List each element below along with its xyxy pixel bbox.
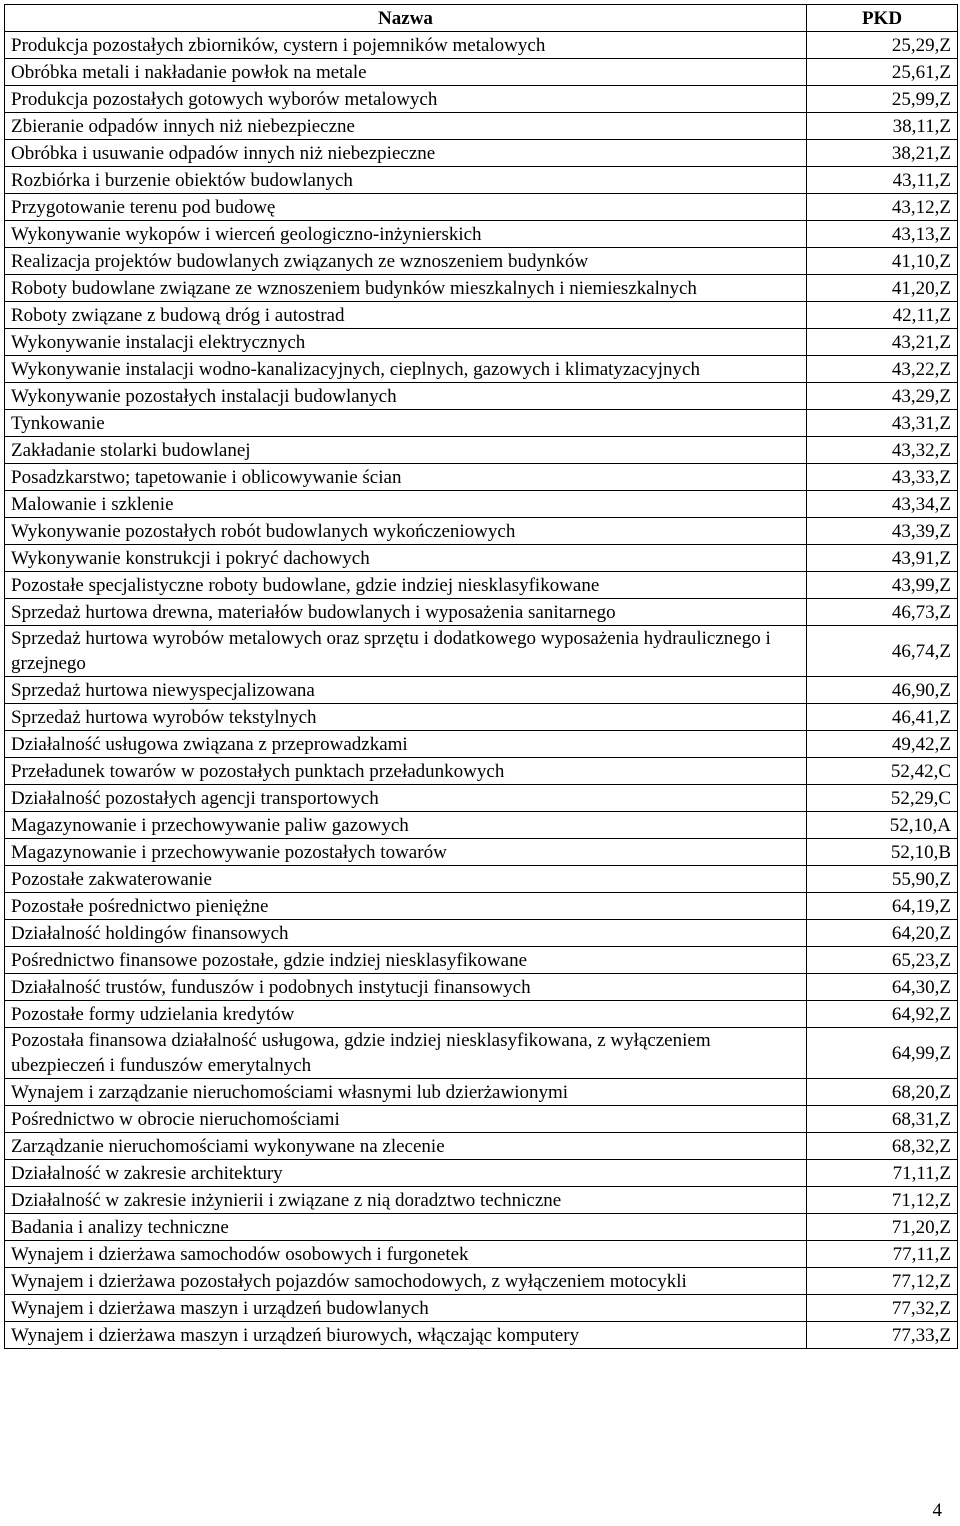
table-row xyxy=(5,1295,958,1322)
table-row xyxy=(5,437,958,464)
table-row xyxy=(5,248,958,275)
pkd-code-cell: 46,41,Z xyxy=(807,704,958,731)
pkd-code-cell: 46,74,Z xyxy=(807,626,958,677)
pkd-code-cell: 77,12,Z xyxy=(807,1268,958,1295)
pkd-code-cell: 68,31,Z xyxy=(807,1106,958,1133)
table-row xyxy=(5,731,958,758)
pkd-code-cell: 43,33,Z xyxy=(807,464,958,491)
activity-name-cell: Pozostałe formy udzielania kredytów xyxy=(5,1001,807,1028)
activity-name-cell: Sprzedaż hurtowa wyrobów tekstylnych xyxy=(5,704,807,731)
pkd-code-cell: 42,11,Z xyxy=(807,302,958,329)
table-row xyxy=(5,1214,958,1241)
activity-name-cell: Wynajem i zarządzanie nieruchomościami własnymi lub dzierżawionymi xyxy=(5,1079,807,1106)
pkd-table xyxy=(4,4,958,1349)
activity-name-cell: Sprzedaż hurtowa wyrobów metalowych oraz sprzętu i dodatkowego wyposażenia hydraulicznego i grzejnego xyxy=(5,626,807,677)
pkd-code-cell: 52,10,B xyxy=(807,839,958,866)
table-row xyxy=(5,839,958,866)
table-row xyxy=(5,167,958,194)
pkd-code-cell: 46,90,Z xyxy=(807,677,958,704)
pkd-code-cell: 77,11,Z xyxy=(807,1241,958,1268)
pkd-code-cell: 49,42,Z xyxy=(807,731,958,758)
activity-name-cell: Wykonywanie konstrukcji i pokryć dachowych xyxy=(5,545,807,572)
table-row xyxy=(5,974,958,1001)
activity-name-cell: Pośrednictwo w obrocie nieruchomościami xyxy=(5,1106,807,1133)
table-row xyxy=(5,329,958,356)
column-header-name: Nazwa xyxy=(5,5,807,32)
table-row xyxy=(5,464,958,491)
activity-name-cell: Wykonywanie wykopów i wierceń geologiczno-inżynierskich xyxy=(5,221,807,248)
table-row xyxy=(5,356,958,383)
pkd-code-cell: 52,10,A xyxy=(807,812,958,839)
pkd-code-cell: 65,23,Z xyxy=(807,947,958,974)
pkd-code-cell: 43,34,Z xyxy=(807,491,958,518)
table-row xyxy=(5,1079,958,1106)
table-row xyxy=(5,1241,958,1268)
activity-name-cell: Magazynowanie i przechowywanie pozostałych towarów xyxy=(5,839,807,866)
activity-name-cell: Wykonywanie pozostałych robót budowlanych wykończeniowych xyxy=(5,518,807,545)
activity-name-cell: Malowanie i szklenie xyxy=(5,491,807,518)
table-row xyxy=(5,113,958,140)
pkd-code-cell: 71,11,Z xyxy=(807,1160,958,1187)
table-row xyxy=(5,677,958,704)
table-row xyxy=(5,32,958,59)
pkd-code-cell: 38,21,Z xyxy=(807,140,958,167)
pkd-code-cell: 25,29,Z xyxy=(807,32,958,59)
activity-name-cell: Działalność w zakresie architektury xyxy=(5,1160,807,1187)
activity-name-cell: Działalność holdingów finansowych xyxy=(5,920,807,947)
table-row xyxy=(5,1106,958,1133)
pkd-code-cell: 68,20,Z xyxy=(807,1079,958,1106)
activity-name-cell: Wynajem i dzierżawa maszyn i urządzeń biurowych, włączając komputery xyxy=(5,1322,807,1349)
table-row xyxy=(5,140,958,167)
table-row xyxy=(5,275,958,302)
table-row xyxy=(5,221,958,248)
activity-name-cell: Wynajem i dzierżawa maszyn i urządzeń budowlanych xyxy=(5,1295,807,1322)
table-row xyxy=(5,785,958,812)
table-row xyxy=(5,1322,958,1349)
table-row xyxy=(5,572,958,599)
activity-name-cell: Pozostałe pośrednictwo pieniężne xyxy=(5,893,807,920)
pkd-code-cell: 71,12,Z xyxy=(807,1187,958,1214)
pkd-code-cell: 64,20,Z xyxy=(807,920,958,947)
table-row xyxy=(5,1187,958,1214)
pkd-code-cell: 77,33,Z xyxy=(807,1322,958,1349)
activity-name-cell: Posadzkarstwo; tapetowanie i oblicowywanie ścian xyxy=(5,464,807,491)
pkd-code-cell: 43,31,Z xyxy=(807,410,958,437)
activity-name-cell: Magazynowanie i przechowywanie paliw gazowych xyxy=(5,812,807,839)
pkd-code-cell: 77,32,Z xyxy=(807,1295,958,1322)
pkd-code-cell: 43,32,Z xyxy=(807,437,958,464)
pkd-code-cell: 43,13,Z xyxy=(807,221,958,248)
activity-name-cell: Przygotowanie terenu pod budowę xyxy=(5,194,807,221)
table-row xyxy=(5,1133,958,1160)
pkd-code-cell: 43,91,Z xyxy=(807,545,958,572)
table-body xyxy=(5,32,958,1349)
pkd-code-cell: 43,21,Z xyxy=(807,329,958,356)
column-header-pkd: PKD xyxy=(807,5,958,32)
pkd-code-cell: 38,11,Z xyxy=(807,113,958,140)
pkd-code-cell: 43,39,Z xyxy=(807,518,958,545)
pkd-code-cell: 52,42,C xyxy=(807,758,958,785)
activity-name-cell: Wynajem i dzierżawa samochodów osobowych i furgonetek xyxy=(5,1241,807,1268)
pkd-code-cell: 64,19,Z xyxy=(807,893,958,920)
pkd-code-cell: 64,30,Z xyxy=(807,974,958,1001)
table-row xyxy=(5,812,958,839)
activity-name-cell: Realizacja projektów budowlanych związanych ze wznoszeniem budynków xyxy=(5,248,807,275)
table-row xyxy=(5,920,958,947)
table-row xyxy=(5,59,958,86)
table-row xyxy=(5,893,958,920)
activity-name-cell: Produkcja pozostałych gotowych wyborów metalowych xyxy=(5,86,807,113)
table-row xyxy=(5,86,958,113)
page-number: 4 xyxy=(932,1500,942,1521)
activity-name-cell: Działalność w zakresie inżynierii i związane z nią doradztwo techniczne xyxy=(5,1187,807,1214)
activity-name-cell: Pozostała finansowa działalność usługowa, gdzie indziej niesklasyfikowana, z wyłączeniem ubezpieczeń i funduszów emerytalnych xyxy=(5,1028,807,1079)
activity-name-cell: Roboty budowlane związane ze wznoszeniem budynków mieszkalnych i niemieszkalnych xyxy=(5,275,807,302)
activity-name-cell: Działalność trustów, funduszów i podobnych instytucji finansowych xyxy=(5,974,807,1001)
table-row xyxy=(5,1160,958,1187)
activity-name-cell: Wykonywanie instalacji wodno-kanalizacyjnych, cieplnych, gazowych i klimatyzacyjnych xyxy=(5,356,807,383)
table-row xyxy=(5,947,958,974)
pkd-code-cell: 71,20,Z xyxy=(807,1214,958,1241)
table-row xyxy=(5,1001,958,1028)
activity-name-cell: Sprzedaż hurtowa niewyspecjalizowana xyxy=(5,677,807,704)
table-header-row xyxy=(5,5,958,32)
activity-name-cell: Pozostałe zakwaterowanie xyxy=(5,866,807,893)
table-row xyxy=(5,758,958,785)
pkd-code-cell: 68,32,Z xyxy=(807,1133,958,1160)
activity-name-cell: Produkcja pozostałych zbiorników, cystern i pojemników metalowych xyxy=(5,32,807,59)
table-row xyxy=(5,545,958,572)
table-row xyxy=(5,410,958,437)
table-row xyxy=(5,1268,958,1295)
pkd-code-cell: 64,92,Z xyxy=(807,1001,958,1028)
table-row xyxy=(5,599,958,626)
activity-name-cell: Przeładunek towarów w pozostałych punktach przeładunkowych xyxy=(5,758,807,785)
table-row xyxy=(5,383,958,410)
activity-name-cell: Działalność pozostałych agencji transportowych xyxy=(5,785,807,812)
table-row xyxy=(5,491,958,518)
activity-name-cell: Wykonywanie instalacji elektrycznych xyxy=(5,329,807,356)
activity-name-cell: Pozostałe specjalistyczne roboty budowlane, gdzie indziej niesklasyfikowane xyxy=(5,572,807,599)
pkd-code-cell: 41,20,Z xyxy=(807,275,958,302)
pkd-code-cell: 64,99,Z xyxy=(807,1028,958,1079)
activity-name-cell: Zbieranie odpadów innych niż niebezpieczne xyxy=(5,113,807,140)
activity-name-cell: Zakładanie stolarki budowlanej xyxy=(5,437,807,464)
pkd-code-cell: 55,90,Z xyxy=(807,866,958,893)
table-row xyxy=(5,866,958,893)
pkd-code-cell: 25,99,Z xyxy=(807,86,958,113)
activity-name-cell: Badania i analizy techniczne xyxy=(5,1214,807,1241)
activity-name-cell: Działalność usługowa związana z przeprowadzkami xyxy=(5,731,807,758)
activity-name-cell: Pośrednictwo finansowe pozostałe, gdzie indziej niesklasyfikowane xyxy=(5,947,807,974)
activity-name-cell: Sprzedaż hurtowa drewna, materiałów budowlanych i wyposażenia sanitarnego xyxy=(5,599,807,626)
activity-name-cell: Obróbka i usuwanie odpadów innych niż niebezpieczne xyxy=(5,140,807,167)
table-row xyxy=(5,704,958,731)
pkd-code-cell: 43,29,Z xyxy=(807,383,958,410)
activity-name-cell: Roboty związane z budową dróg i autostrad xyxy=(5,302,807,329)
pkd-code-cell: 52,29,C xyxy=(807,785,958,812)
pkd-code-cell: 43,12,Z xyxy=(807,194,958,221)
pkd-code-cell: 43,22,Z xyxy=(807,356,958,383)
activity-name-cell: Wykonywanie pozostałych instalacji budowlanych xyxy=(5,383,807,410)
pkd-code-cell: 46,73,Z xyxy=(807,599,958,626)
pkd-code-cell: 43,11,Z xyxy=(807,167,958,194)
table-row xyxy=(5,302,958,329)
activity-name-cell: Tynkowanie xyxy=(5,410,807,437)
activity-name-cell: Rozbiórka i burzenie obiektów budowlanych xyxy=(5,167,807,194)
pkd-code-cell: 25,61,Z xyxy=(807,59,958,86)
activity-name-cell: Wynajem i dzierżawa pozostałych pojazdów samochodowych, z wyłączeniem motocykli xyxy=(5,1268,807,1295)
pkd-code-cell: 43,99,Z xyxy=(807,572,958,599)
table-row xyxy=(5,194,958,221)
activity-name-cell: Obróbka metali i nakładanie powłok na metale xyxy=(5,59,807,86)
table-row xyxy=(5,1028,958,1079)
table-row xyxy=(5,626,958,677)
pkd-code-cell: 41,10,Z xyxy=(807,248,958,275)
table-row xyxy=(5,518,958,545)
activity-name-cell: Zarządzanie nieruchomościami wykonywane na zlecenie xyxy=(5,1133,807,1160)
